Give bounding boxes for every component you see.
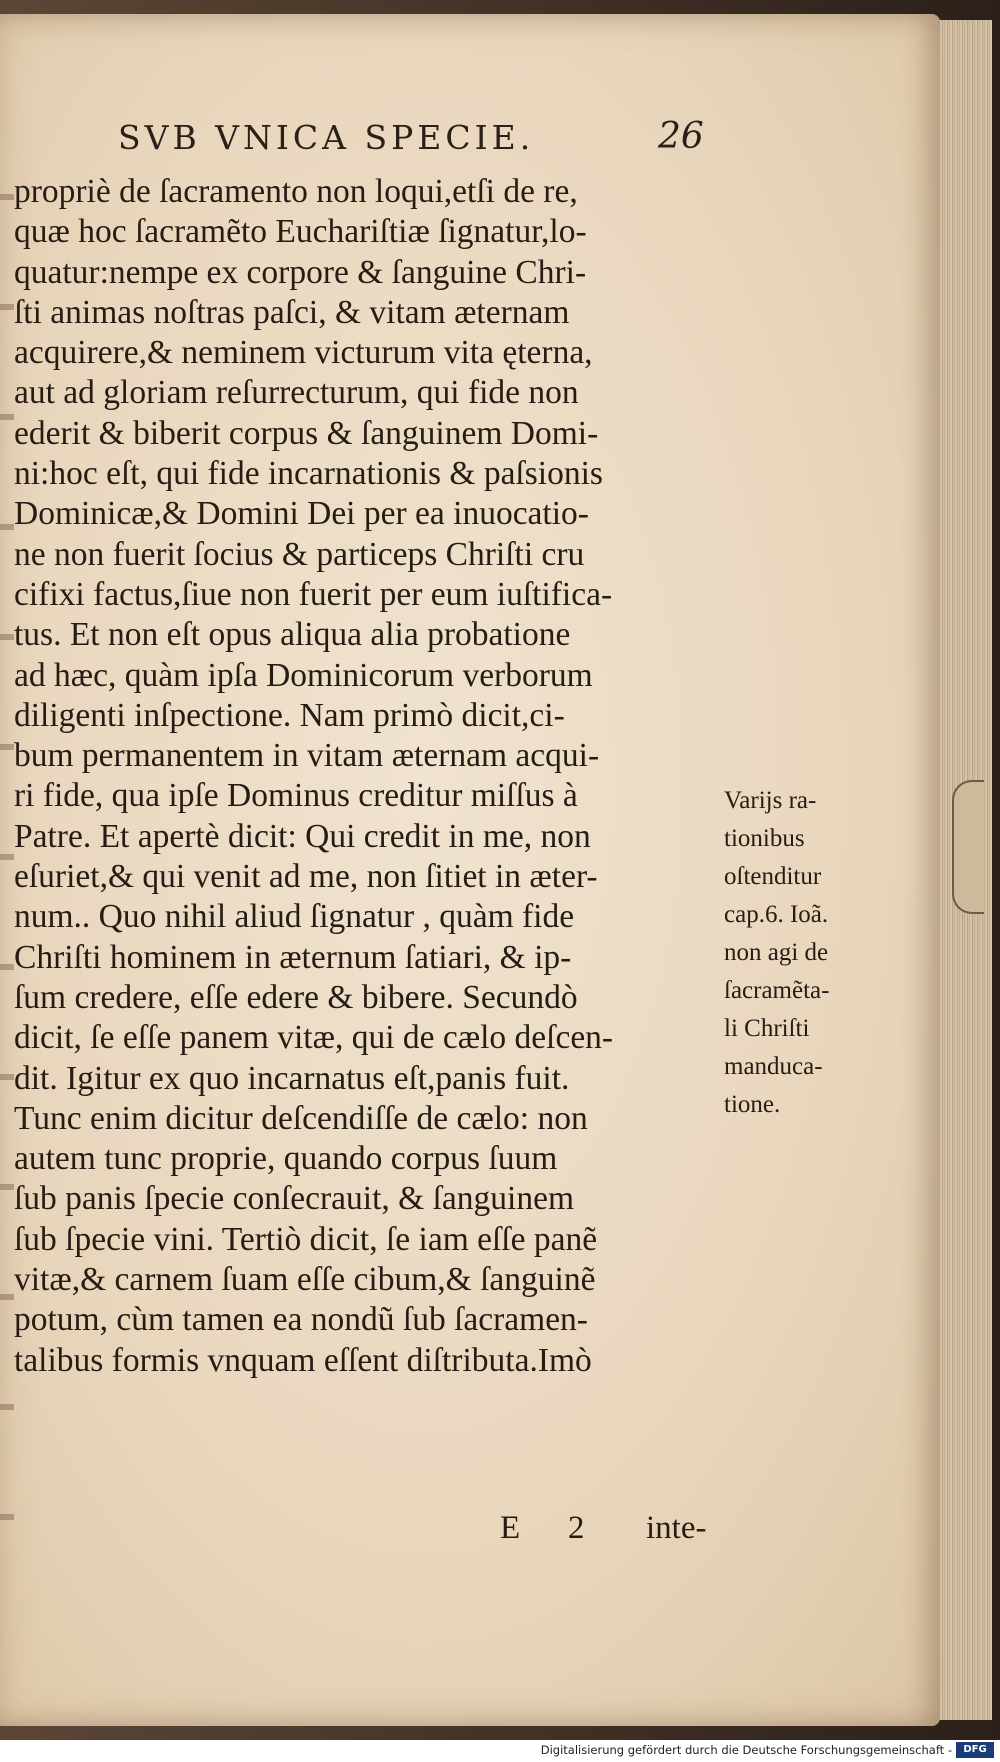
text-line: ſti animas noſtras paſci, & vitam æternam (14, 293, 570, 331)
signature-number: 2 (568, 1510, 585, 1546)
margin-note-line: li Chriſti (724, 1015, 810, 1042)
text-line: quatur:nempe ex corpore & ſanguine Chri- (14, 253, 587, 291)
text-line: ſub ſpecie vini. Tertiò dicit, ſe iam eſſe panẽ (14, 1220, 598, 1258)
thumb-index-tab (952, 780, 984, 914)
catchword: inte- (646, 1510, 707, 1546)
text-line: talibus formis vnquam eſſent diſtributa.Imò (14, 1341, 592, 1379)
text-line: bum permanentem in vitam æternam acqui- (14, 737, 600, 775)
margin-note-line: Varijs ra- (724, 787, 817, 814)
text-line: Patre. Et apertè dicit: Qui credit in me, non (14, 817, 591, 855)
text-line: autem tunc proprie, quando corpus ſuum (14, 1140, 558, 1178)
text-line: ederit & biberit corpus & ſanguinem Domi- (14, 414, 599, 452)
marginal-note (724, 782, 894, 1124)
footer-credit: Digitalisierung gefördert durch die Deutsche Forschungsgemeinschaft - (540, 1743, 952, 1757)
text-line: ri fide, qua ipſe Dominus creditur miſſus à (14, 777, 578, 815)
text-line: ni:hoc eſt, qui fide incarnationis & paſsionis (14, 455, 603, 493)
text-line: propriè de ſacramento non loqui,etſi de re, (14, 173, 578, 210)
text-line: cifixi factus,ſiue non fuerit per eum iuſtifica- (14, 575, 613, 613)
text-line: acquirere,& neminem victurum vita ęterna, (14, 334, 593, 372)
text-line: num.. Quo nihil aliud ſignatur , quàm fide (14, 898, 575, 936)
margin-note-line: non agi de (724, 939, 829, 966)
text-line: ſum credere, eſſe edere & bibere. Secundò (14, 978, 578, 1016)
text-line: Dominicæ,& Domini Dei per ea inuocatio- (14, 495, 589, 533)
margin-note-line: oſtenditur (724, 863, 822, 890)
body-text-block (14, 172, 722, 1381)
text-line: dicit, ſe eſſe panem vitæ, qui de cælo deſcen- (14, 1019, 614, 1057)
text-line: ne non fuerit ſocius & particeps Chriſti cru (14, 535, 585, 573)
text-line: diligenti inſpectione. Nam primò dicit,ci- (14, 696, 565, 734)
margin-note-line: tione. (724, 1091, 781, 1118)
margin-note-line: ſacramẽta- (724, 977, 830, 1004)
signature-mark: E (500, 1510, 521, 1546)
margin-note-line: tionibus (724, 825, 805, 852)
margin-note-line: manduca- (724, 1053, 823, 1080)
text-line: Tunc enim dicitur deſcendiſſe de cælo: non (14, 1099, 588, 1137)
page-number: 26 (658, 116, 704, 157)
gutter-stains (0, 134, 14, 1534)
text-line: eſuriet,& qui venit ad me, non ſitiet in æter- (14, 858, 598, 896)
text-line: vitæ,& carnem ſuam eſſe cibum,& ſanguinẽ (14, 1261, 596, 1299)
running-title: SVB VNICA SPECIE. (118, 118, 535, 157)
dfg-logo: DFG (956, 1742, 994, 1758)
text-line: quæ hoc ſacramẽto Euchariſtiæ ſignatur,lo- (14, 213, 587, 251)
text-line: ſub panis ſpecie conſecrauit, & ſanguinem (14, 1180, 575, 1218)
text-line: Chriſti hominem in æternum ſatiari, & ip- (14, 938, 572, 976)
text-line: potum, cùm tamen ea nondũ ſub ſacramen- (14, 1301, 588, 1339)
text-line: tus. Et non eſt opus aliqua alia probatione (14, 616, 571, 654)
text-line: aut ad gloriam reſurrecturum, qui fide non (14, 374, 579, 412)
margin-note-line: cap.6. Ioã. (724, 901, 829, 928)
text-line: dit. Igitur ex quo incarnatus eſt,panis fuit. (14, 1059, 570, 1097)
text-line: ad hæc, quàm ipſa Dominicorum verborum (14, 656, 593, 694)
